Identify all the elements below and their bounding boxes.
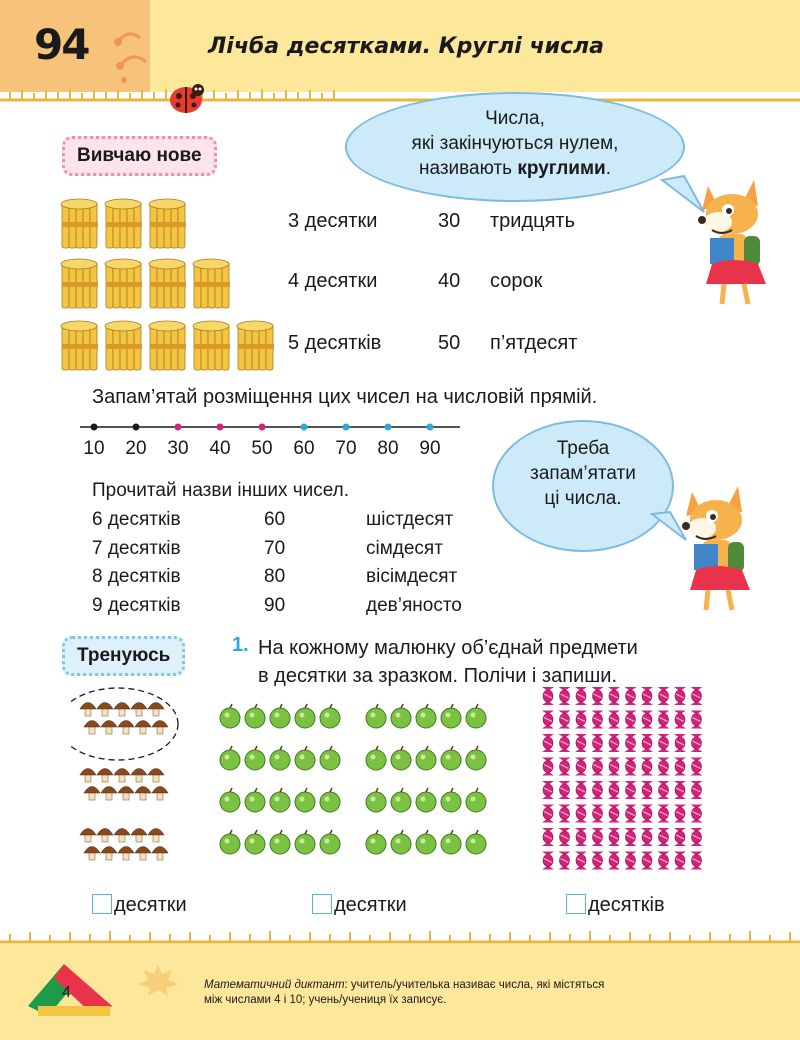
candy-icon: [559, 781, 571, 799]
number-line-point: [91, 424, 98, 431]
number-line-point: [175, 424, 182, 431]
tens-count: 3 десятки: [288, 210, 378, 232]
practice-label: Тренуюсь: [62, 636, 185, 676]
answer-box[interactable]: [92, 894, 112, 914]
apple-icon: [466, 788, 486, 812]
candy-icon: [658, 852, 670, 870]
mushroom-icon: [152, 847, 168, 861]
speech-bubble-round-numbers: [345, 92, 685, 202]
bottom-fence-border: [0, 926, 800, 944]
candy-icon: [691, 781, 703, 799]
candy-icon: [608, 687, 620, 705]
candy-icon: [559, 805, 571, 823]
candy-icon: [608, 758, 620, 776]
mushroom-icon: [135, 787, 151, 801]
apple-icon: [220, 746, 240, 770]
mushroom-icon: [80, 829, 96, 843]
number-row: [92, 535, 512, 564]
apple-icon: [270, 788, 290, 812]
candy-icon: [542, 852, 554, 870]
candy-icon: [658, 781, 670, 799]
stick-bundle: [193, 259, 230, 308]
number-line-label: 10: [83, 438, 105, 459]
answer-label: десятки: [114, 894, 187, 916]
number-row: [92, 563, 512, 592]
candy-icon: [658, 687, 670, 705]
answer-box[interactable]: [312, 894, 332, 914]
number-line-label: 70: [335, 438, 357, 459]
mushroom-icon: [148, 829, 164, 843]
footer-note-italic: Математичний диктант: [204, 979, 345, 991]
candy-icon: [625, 852, 637, 870]
remember-instruction: Запам’ятай розміщення цих чисел на числовій прямій.: [92, 386, 598, 408]
candy-icon: [542, 734, 554, 752]
number-line-point: [133, 424, 140, 431]
number-line-label: 50: [251, 438, 273, 459]
answer-label: десятки: [334, 894, 407, 916]
candy-icon: [575, 805, 587, 823]
page-title: Лічба десятками. Круглі числа: [208, 34, 604, 59]
apple-icon: [295, 704, 315, 728]
mushroom-icon: [148, 703, 164, 717]
tens-count: 8 десятків: [92, 566, 181, 587]
candy-icon: [542, 687, 554, 705]
bundle-group-50: [60, 318, 290, 374]
tens-name: сорок: [490, 270, 543, 292]
stick-bundle: [105, 199, 142, 248]
counting-objects: [70, 686, 730, 892]
stick-bundle: [149, 321, 186, 370]
apple-icon: [295, 788, 315, 812]
mushroom-icon: [118, 847, 134, 861]
top-fence-border: [0, 84, 800, 102]
candy-icon: [625, 711, 637, 729]
answer-mushrooms[interactable]: [92, 894, 187, 918]
number-line-label: 90: [419, 438, 441, 459]
candy-icon: [674, 734, 686, 752]
mushroom-icon: [80, 769, 96, 783]
number-line-label: 30: [167, 438, 189, 459]
mushroom-icon: [84, 847, 100, 861]
apple-icon: [391, 746, 411, 770]
apple-icon: [416, 788, 436, 812]
answer-label: десятків: [588, 894, 665, 916]
number-line: [78, 418, 468, 462]
apple-icon: [366, 830, 386, 854]
mushroom-icon: [101, 847, 117, 861]
candy-icon: [674, 781, 686, 799]
apple-icon: [466, 746, 486, 770]
candy-icon: [592, 711, 604, 729]
candy-icon: [542, 805, 554, 823]
candy-icon: [691, 687, 703, 705]
tens-name: шістдесят: [366, 509, 454, 530]
candy-icon: [625, 687, 637, 705]
bundle-group-40: [60, 256, 280, 312]
candy-icon: [608, 852, 620, 870]
apple-icon: [270, 704, 290, 728]
apple-icon: [366, 746, 386, 770]
candy-icon: [592, 805, 604, 823]
candy-icon: [559, 734, 571, 752]
apple-icon: [220, 788, 240, 812]
candy-icon: [575, 734, 587, 752]
apple-icon: [466, 830, 486, 854]
bundle-group-30: [60, 196, 280, 252]
number-line-point: [385, 424, 392, 431]
candy-icon: [559, 758, 571, 776]
bubble1-line3-prefix: називають: [419, 158, 518, 179]
tens-row-30: [60, 196, 620, 252]
bubble1-line1: Числа,: [485, 108, 545, 129]
maple-leaf-icon: [136, 960, 180, 1000]
apple-icon: [320, 746, 340, 770]
apple-icon: [245, 704, 265, 728]
task-line1: На кожному малюнку об’єднай предмети: [258, 637, 638, 659]
footer-note: [204, 978, 724, 1008]
tens-name: сімдесят: [366, 537, 443, 559]
candy-icon: [641, 758, 653, 776]
task-number: 1.: [232, 634, 249, 656]
stick-bundle: [193, 321, 230, 370]
candy-icon: [674, 711, 686, 729]
candy-icon: [608, 711, 620, 729]
fox-character-2: [672, 482, 772, 616]
number-line-point: [301, 424, 308, 431]
candy-icon: [641, 781, 653, 799]
mushroom-icon: [114, 703, 130, 717]
stick-bundle: [149, 259, 186, 308]
candy-icon: [658, 734, 670, 752]
bubble2-line3: ці числа.: [544, 488, 622, 509]
tens-number: 60: [264, 509, 286, 530]
answer-apples[interactable]: [312, 894, 407, 918]
tens-count: 6 десятків: [92, 509, 181, 530]
mushroom-icon: [97, 703, 113, 717]
apple-icon: [441, 746, 461, 770]
tens-number: 40: [438, 270, 461, 292]
number-line-label: 20: [125, 438, 147, 459]
logo-number: 4: [62, 984, 71, 1001]
candy-icon: [658, 758, 670, 776]
apple-icon: [270, 746, 290, 770]
mushroom-icon: [148, 769, 164, 783]
tens-number: 70: [264, 537, 286, 559]
mushroom-icon: [118, 721, 134, 735]
apple-icon: [466, 704, 486, 728]
candy-icon: [575, 828, 587, 846]
tens-row-40: [60, 256, 620, 312]
candy-icon: [592, 828, 604, 846]
number-row: [92, 506, 512, 535]
apple-icon: [391, 830, 411, 854]
tens-name: тридцять: [490, 210, 575, 232]
candy-icon: [592, 758, 604, 776]
apple-icon: [416, 830, 436, 854]
candy-icon: [575, 687, 587, 705]
tens-name: вісімдесят: [366, 566, 458, 587]
tens-name: дев’яносто: [366, 594, 462, 616]
candy-icon: [691, 852, 703, 870]
bubble1-line3-suffix: .: [605, 158, 611, 179]
apple-icon: [441, 830, 461, 854]
bubble2-line2: запам’ятати: [530, 463, 636, 484]
apple-icon: [220, 830, 240, 854]
candy-icon: [658, 711, 670, 729]
tens-count: 4 десятки: [288, 270, 378, 292]
tens-number: 50: [438, 332, 461, 354]
number-line-axis: [78, 418, 468, 438]
candy-icon: [559, 711, 571, 729]
answer-candies[interactable]: [566, 894, 665, 918]
bubble1-bold-word: круглими: [517, 158, 606, 179]
candy-icon: [575, 781, 587, 799]
mushroom-icon: [97, 769, 113, 783]
tens-count: 5 десятків: [288, 332, 382, 354]
apple-icon: [441, 788, 461, 812]
tens-count: 9 десятків: [92, 594, 181, 616]
candy-icon: [592, 687, 604, 705]
mushroom-icon: [114, 829, 130, 843]
mushroom-icon: [131, 769, 147, 783]
mushroom-icon: [80, 703, 96, 717]
stick-bundle: [61, 259, 98, 308]
mushroom-icon: [118, 787, 134, 801]
bubble1-line3: [347, 156, 683, 181]
candy-icon: [542, 781, 554, 799]
apple-icon: [245, 830, 265, 854]
candy-icon: [674, 852, 686, 870]
stick-bundle: [105, 321, 142, 370]
candy-icon: [575, 852, 587, 870]
candy-icon: [641, 687, 653, 705]
bubble2-line1: Треба: [556, 438, 610, 459]
apple-icon: [270, 830, 290, 854]
apple-icon: [320, 788, 340, 812]
mushroom-icon: [131, 703, 147, 717]
apple-icon: [416, 704, 436, 728]
apple-icon: [391, 788, 411, 812]
mushroom-icon: [97, 829, 113, 843]
apple-icon: [220, 704, 240, 728]
answer-box[interactable]: [566, 894, 586, 914]
stick-bundle: [149, 199, 186, 248]
mushroom-icon: [101, 787, 117, 801]
number-line-point: [259, 424, 266, 431]
number-line-label: 40: [209, 438, 231, 459]
candy-icon: [608, 828, 620, 846]
stick-bundle: [61, 321, 98, 370]
tens-name: п’ятдесят: [490, 332, 578, 354]
fox-character: [688, 176, 788, 310]
candy-icon: [641, 828, 653, 846]
candy-icon: [641, 852, 653, 870]
candy-icon: [625, 758, 637, 776]
candy-icon: [542, 711, 554, 729]
tens-number: 30: [438, 210, 461, 232]
candy-icon: [575, 758, 587, 776]
candy-icon: [559, 687, 571, 705]
task-instruction: [258, 634, 758, 690]
candy-icon: [608, 734, 620, 752]
candy-icon: [691, 758, 703, 776]
candy-icon: [542, 828, 554, 846]
number-line-point: [343, 424, 350, 431]
ladybug-icon: [164, 82, 208, 116]
candy-icon: [592, 852, 604, 870]
page-number: 94: [34, 20, 89, 69]
mushroom-icon: [101, 721, 117, 735]
mushroom-icon: [114, 769, 130, 783]
candy-icon: [691, 828, 703, 846]
candy-icon: [674, 805, 686, 823]
candy-icon: [641, 805, 653, 823]
tens-row-50: [60, 318, 620, 374]
stick-bundle: [105, 259, 142, 308]
candy-icon: [641, 734, 653, 752]
apple-icon: [366, 704, 386, 728]
candy-icon: [691, 734, 703, 752]
apple-icon: [320, 704, 340, 728]
mushroom-icon: [84, 787, 100, 801]
other-numbers-table: [92, 506, 512, 620]
number-line-point: [427, 424, 434, 431]
tens-number: 80: [264, 566, 286, 587]
candy-icon: [592, 781, 604, 799]
candy-icon: [575, 711, 587, 729]
footer-note-rest: : учитель/учителька називає числа, які містяться: [344, 979, 605, 991]
tens-count: 7 десятків: [92, 537, 181, 559]
apple-icon: [416, 746, 436, 770]
candy-icon: [641, 711, 653, 729]
candy-icon: [625, 805, 637, 823]
apple-icon: [441, 704, 461, 728]
footer-note-line1: [204, 978, 724, 993]
candy-icon: [658, 828, 670, 846]
number-line-point: [217, 424, 224, 431]
apple-icon: [366, 788, 386, 812]
footer-note-line2: між числами 4 і 10; учень/учениця їх записує.: [204, 994, 447, 1006]
apple-icon: [320, 830, 340, 854]
apple-icon: [295, 830, 315, 854]
number-row: [92, 592, 512, 621]
candy-icon: [674, 758, 686, 776]
candy-icon: [658, 805, 670, 823]
candy-icon: [559, 828, 571, 846]
tens-number: 90: [264, 594, 286, 616]
candy-icon: [608, 781, 620, 799]
candy-icon: [691, 711, 703, 729]
apple-icon: [245, 788, 265, 812]
candy-icon: [608, 805, 620, 823]
mushroom-icon: [131, 829, 147, 843]
candy-icon: [592, 734, 604, 752]
candy-icon: [559, 852, 571, 870]
candy-icon: [691, 805, 703, 823]
stick-bundle: [61, 199, 98, 248]
candy-icon: [542, 758, 554, 776]
stick-bundle: [237, 321, 274, 370]
candy-icon: [674, 828, 686, 846]
candy-icon: [625, 734, 637, 752]
speech-bubble-remember: [492, 420, 674, 552]
page-header: [0, 0, 800, 92]
candy-icon: [674, 687, 686, 705]
mushroom-icon: [152, 787, 168, 801]
number-line-label: 60: [293, 438, 315, 459]
apple-icon: [295, 746, 315, 770]
bubble1-line2: які закінчуються нулем,: [411, 133, 619, 154]
mushroom-icon: [135, 721, 151, 735]
mushroom-icon: [135, 847, 151, 861]
number-line-label: 80: [377, 438, 399, 459]
mushroom-icon: [152, 721, 168, 735]
candy-icon: [625, 781, 637, 799]
learn-new-label: Вивчаю нове: [62, 136, 217, 176]
candy-icon: [625, 828, 637, 846]
apple-icon: [245, 746, 265, 770]
mushroom-icon: [84, 721, 100, 735]
task-line2: в десятки за зразком. Полічи і запиши.: [258, 665, 618, 687]
read-instruction: Прочитай назви інших чисел.: [92, 480, 350, 501]
apple-icon: [391, 704, 411, 728]
